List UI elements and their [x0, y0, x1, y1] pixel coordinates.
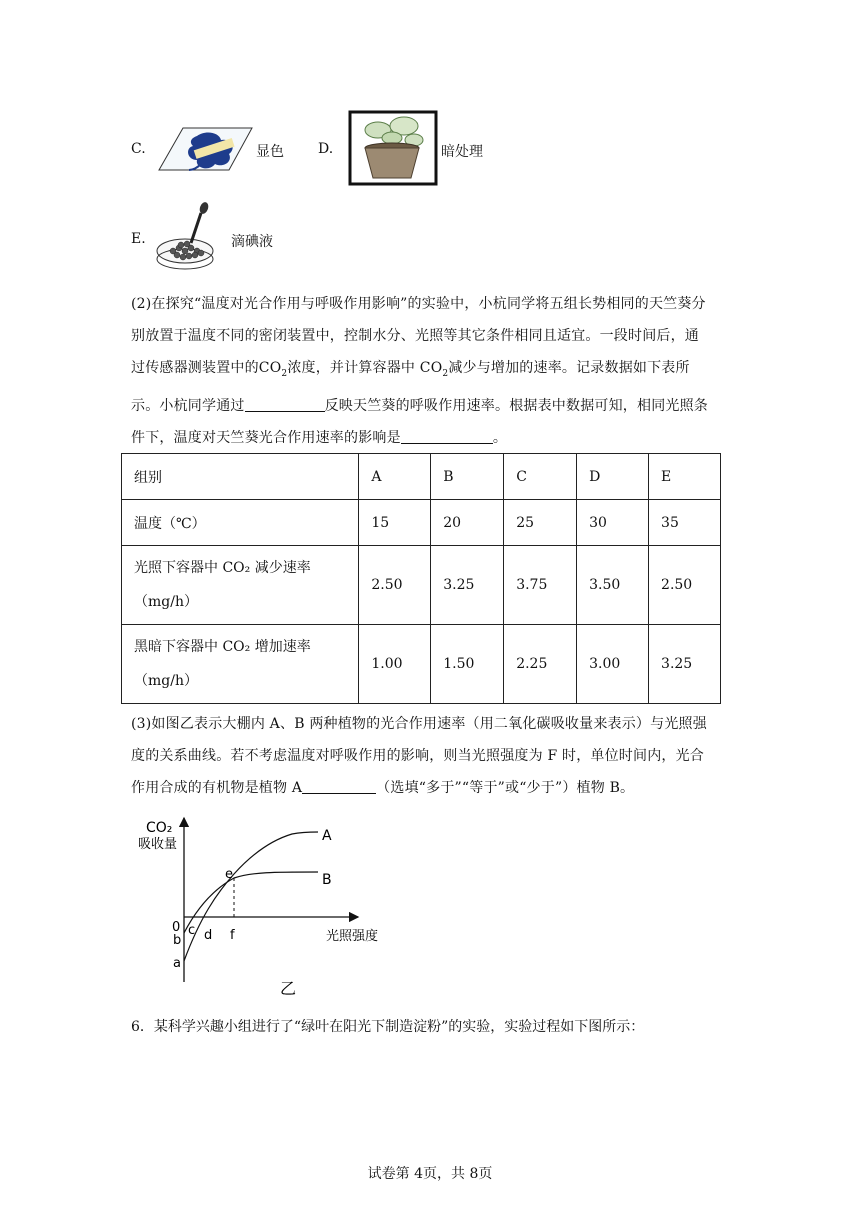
leaf-on-slide-icon: [157, 126, 253, 172]
answer-blank[interactable]: [302, 777, 376, 794]
data-table: [121, 453, 721, 704]
table-cell: 35: [649, 500, 721, 546]
table-row-label: 黑暗下容器中 CO₂ 增加速率 （mg/h）: [122, 625, 359, 704]
option-d-letter: D.: [318, 141, 334, 157]
table-cell: 2.50: [359, 546, 431, 625]
table-cell: C: [504, 454, 577, 500]
question-3-line-3: 作用合成的有机物是植物 A （选填“多于”“等于”或“少于”）植物 B。: [131, 772, 733, 804]
curve-b-label: B: [322, 872, 332, 888]
question-2-line-5: 件下，温度对天竺葵光合作用速率的影响是 。: [131, 422, 733, 454]
question-2-paragraph: [131, 288, 733, 454]
table-row-label: 温度（℃）: [122, 500, 359, 546]
point-b-label: b: [173, 933, 182, 948]
table-cell: 2.50: [649, 546, 721, 625]
point-f-label: f: [230, 928, 235, 943]
x-label: 光照强度: [326, 929, 379, 944]
table-cell: 3.00: [577, 625, 649, 704]
point-d-label: d: [204, 928, 213, 943]
iodine-dropper-dish-icon: [155, 201, 227, 273]
photosynthesis-graph: [130, 810, 400, 1000]
table-row-label: 光照下容器中 CO₂ 减少速率 （mg/h）: [122, 546, 359, 625]
table-cell: 20: [431, 500, 504, 546]
page-footer: 试卷第 4页，共 8页: [367, 1166, 493, 1182]
question-2-line-2: 别放置于温度不同的密闭装置中，控制水分、光照等其它条件相同且适宜。一段时间后，通: [131, 328, 699, 344]
question-2-line-3: 过传感器测装置中的$CO_2$浓度，并计算容器中 $CO_2$减少与增加的速率。记录数据如下表所: [131, 360, 690, 379]
option-e-letter: E.: [131, 231, 146, 247]
y-label-absorption: 吸收量: [138, 837, 178, 852]
table-cell: 2.25: [504, 625, 577, 704]
table-cell: 3.25: [431, 546, 504, 625]
option-c-label: 显色: [256, 144, 284, 160]
table-cell: 1.50: [431, 625, 504, 704]
table-cell: 25: [504, 500, 577, 546]
table-cell: 3.75: [504, 546, 577, 625]
table-row: [122, 546, 721, 625]
table-row: [122, 500, 721, 546]
option-d-label: 暗处理: [441, 144, 483, 160]
origin-label: 0: [172, 920, 181, 935]
table-cell: 1.00: [359, 625, 431, 704]
option-e-label: 滴碘液: [231, 234, 273, 250]
table-row: [122, 625, 721, 704]
table-row: [122, 454, 721, 500]
table-cell: A: [359, 454, 431, 500]
graph-caption: 乙: [280, 979, 297, 998]
question-2-line-1: (2)在探究“温度对光合作用与呼吸作用影响”的实验中，小杭同学将五组长势相同的天竺葵分: [131, 296, 706, 312]
question-3-line-1: (3)如图乙表示大棚内 A、B 两种植物的光合作用速率（用二氧化碳吸收量来表示）与光照强: [131, 716, 707, 732]
point-e-label: e: [225, 867, 233, 882]
question-2-line-4: 示。小杭同学通过 反映天竺葵的呼吸作用速率。根据表中数据可知，相同光照条: [131, 390, 733, 422]
question-3-line-2: 度的关系曲线。若不考虑温度对呼吸作用的影响，则当光照强度为 F 时，单位时间内，光合: [131, 748, 705, 764]
potted-plant-icon: [348, 110, 438, 186]
question-3-paragraph: [131, 708, 733, 804]
point-c-label: c: [188, 923, 196, 938]
table-cell: B: [431, 454, 504, 500]
option-c-letter: C.: [131, 141, 146, 157]
table-cell: E: [649, 454, 721, 500]
table-row-label: 组别: [122, 454, 359, 500]
point-a-label: a: [173, 956, 181, 971]
table-cell: 30: [577, 500, 649, 546]
table-cell: 3.25: [649, 625, 721, 704]
table-cell: D: [577, 454, 649, 500]
table-cell: 3.50: [577, 546, 649, 625]
table-cell: 15: [359, 500, 431, 546]
y-label-co2: CO₂: [146, 820, 173, 836]
curve-a-label: A: [322, 828, 332, 844]
answer-blank[interactable]: [245, 395, 325, 412]
answer-blank[interactable]: [401, 427, 493, 444]
question-6-text: 6．某科学兴趣小组进行了“绿叶在阳光下制造淀粉”的实验，实验过程如下图所示：: [131, 1019, 645, 1035]
curve-b: [184, 872, 318, 933]
